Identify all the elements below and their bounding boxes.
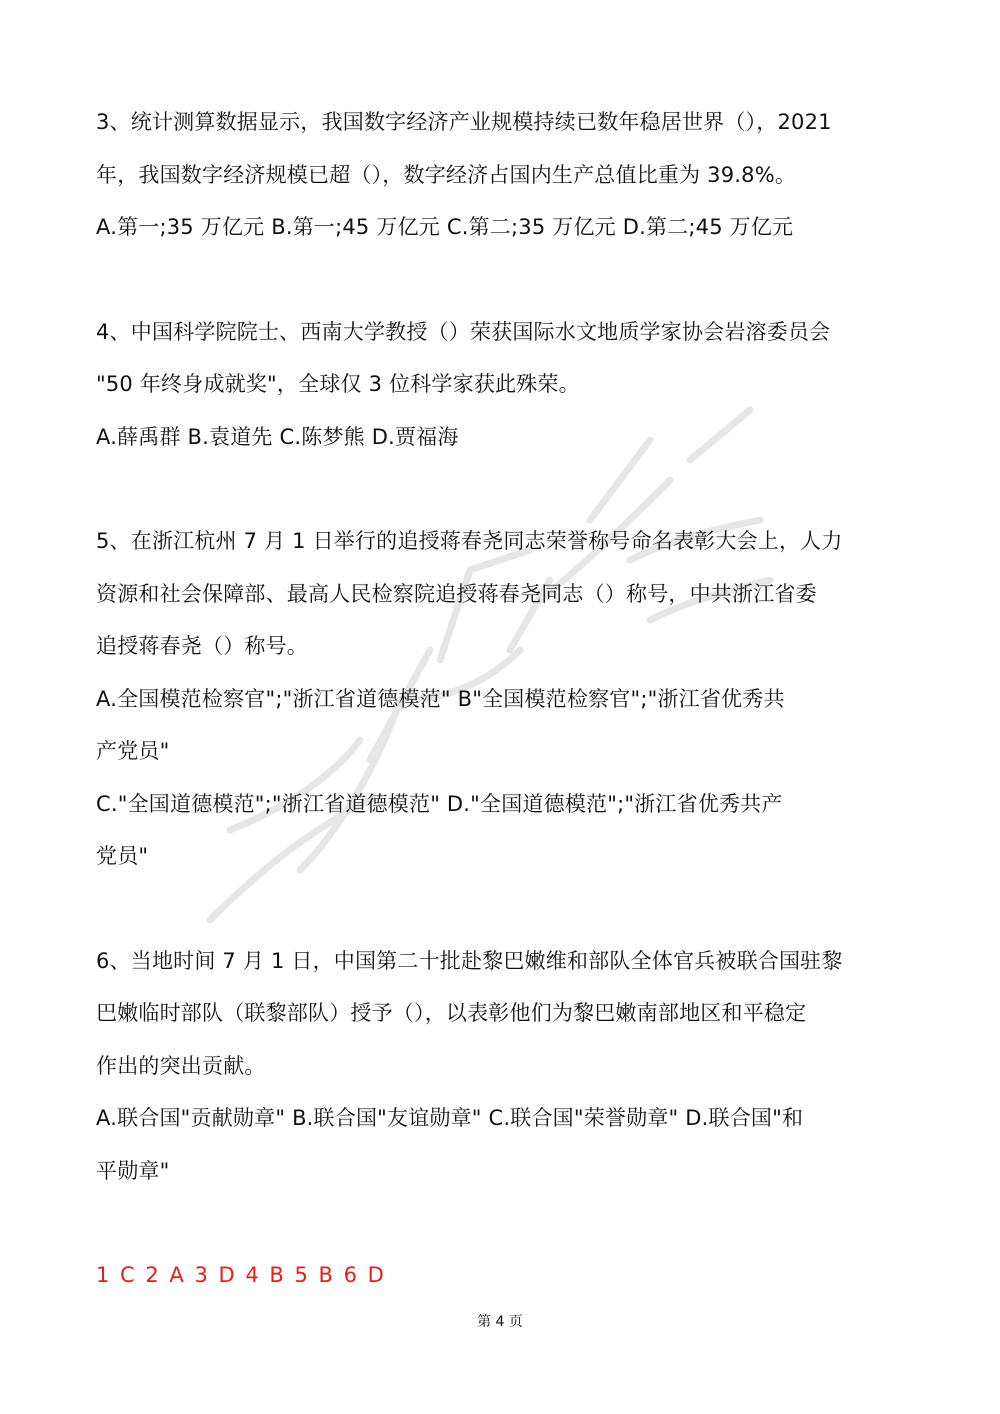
question-5 (96, 515, 908, 883)
question-6 (96, 935, 908, 1198)
question-text-line: 巴嫩临时部队（联黎部队）授予（），以表彰他们为黎巴嫩南部地区和平稳定 (96, 1001, 807, 1025)
question-text-line: 6、当地时间 7 月 1 日，中国第二十批赴黎巴嫩维和部队全体官兵被联合国驻黎 (96, 948, 843, 973)
question-text-line: 资源和社会保障部、最高人民检察院追授蒋春尧同志（）称号，中共浙江省委 (96, 581, 817, 606)
document-body (96, 96, 908, 1197)
question-4 (96, 306, 908, 464)
question-text-line: "50 年终身成就奖"，全球仅 3 位科学家获此殊荣。 (96, 372, 580, 396)
question-options: 平勋章" (96, 1158, 170, 1183)
question-text-line: 3、统计测算数据显示，我国数字经济产业规模持续已数年稳居世界（），2021 (96, 110, 832, 134)
question-options: C."全国道德模范";"浙江省道德模范" D."全国道德模范";"浙江省优秀共产 (96, 791, 783, 816)
page-number: 第 4 页 (477, 1314, 523, 1330)
question-options: 产党员" (96, 739, 170, 763)
question-text-line: 年，我国数字经济规模已超（），数字经济占国内生产总值比重为 39.8%。 (96, 162, 797, 187)
question-text-line: 追授蒋春尧（）称号。 (96, 634, 308, 658)
question-3 (96, 96, 908, 254)
question-options: A.薛禹群 B.袁道先 C.陈梦熊 D.贾福海 (96, 424, 459, 449)
answer-key: 1 C 2 A 3 D 4 B 5 B 6 D (96, 1263, 386, 1287)
question-options: A.第一;35 万亿元 B.第一;45 万亿元 C.第二;35 万亿元 D.第二;45 万亿元 (96, 215, 794, 239)
question-text-line: 作出的突出贡献。 (96, 1053, 266, 1078)
question-text-line: 4、中国科学院院士、西南大学教授（）荣获国际水文地质学家协会岩溶委员会 (96, 319, 831, 344)
question-options: 党员" (96, 844, 149, 868)
question-options: A.全国模范检察官";"浙江省道德模范" B"全国模范检察官";"浙江省优秀共 (96, 686, 785, 711)
question-options: A.联合国"贡献勋章" B.联合国"友谊勋章" C.联合国"荣誉勋章" D.联合国"和 (96, 1106, 804, 1130)
question-text-line: 5、在浙江杭州 7 月 1 日举行的追授蒋春尧同志荣誉称号命名表彰大会上，人力 (96, 529, 843, 553)
